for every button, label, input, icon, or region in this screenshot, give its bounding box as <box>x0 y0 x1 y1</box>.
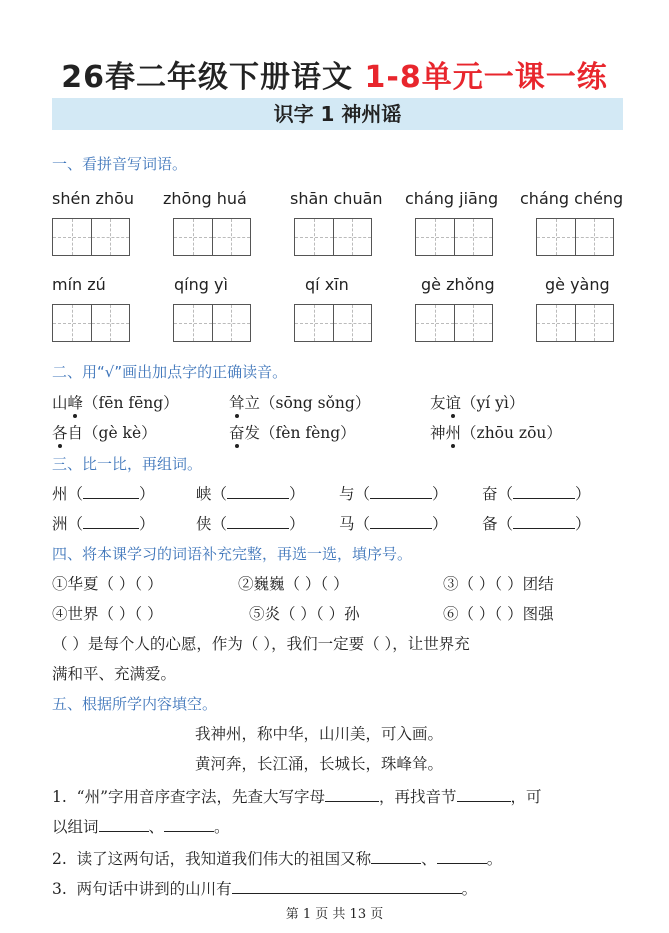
writing-grid[interactable] <box>173 304 251 342</box>
writing-grid[interactable] <box>52 304 130 342</box>
title-highlight: 1-8单元一课一练 <box>364 60 608 95</box>
fill-item[interactable]: ⑥（ ）（ ）图强 <box>443 605 554 623</box>
answer-blank[interactable] <box>325 788 379 802</box>
compare-item: 奋（ ） <box>482 485 591 503</box>
pinyin-label: cháng chéng <box>520 189 624 208</box>
poem-line: 我神州，称中华，山川美，可入画。 <box>195 725 444 743</box>
section5-heading: 五、根据所学内容填空。 <box>52 695 218 713</box>
sentence-fill-cont: 满和平、充满爱。 <box>52 665 177 683</box>
pronunciation-item: 友谊（yí yì） <box>430 391 524 413</box>
writing-grid[interactable] <box>536 304 614 342</box>
compare-item: 侠（ ） <box>196 515 305 533</box>
section2-heading: 二、用“√”画出加点字的正确读音。 <box>52 363 288 381</box>
question-3: 3. 两句话中讲到的山川有 。 <box>52 880 478 898</box>
dotted-char: 奋 <box>229 421 245 443</box>
pinyin-label: zhōng huá <box>163 189 247 208</box>
writing-grid[interactable] <box>415 304 493 342</box>
writing-grid[interactable] <box>294 304 372 342</box>
dotted-char: 耸 <box>229 391 245 413</box>
answer-blank[interactable] <box>370 485 432 499</box>
pinyin-choices[interactable]: （fèn fèng） <box>260 424 356 442</box>
dotted-char: 州 <box>446 421 462 443</box>
pinyin-label: shān chuān <box>290 189 383 208</box>
answer-blank[interactable] <box>513 485 575 499</box>
answer-blank[interactable] <box>437 850 487 864</box>
dotted-char: 谊 <box>446 391 462 413</box>
poem-line: 黄河奔，长江涌，长城长，珠峰耸。 <box>195 755 444 773</box>
section3-heading: 三、比一比，再组词。 <box>52 455 203 473</box>
pinyin-choices[interactable]: （zhōu zōu） <box>461 424 562 442</box>
pinyin-label: qíng yì <box>174 275 228 294</box>
writing-grid[interactable] <box>294 218 372 256</box>
compare-item: 洲（ ） <box>52 515 155 533</box>
answer-blank[interactable] <box>457 788 511 802</box>
pronunciation-item: 山峰（fēn fēng） <box>52 391 179 413</box>
answer-blank[interactable] <box>227 515 289 529</box>
pinyin-label: cháng jiāng <box>405 189 499 208</box>
answer-blank[interactable] <box>371 850 421 864</box>
fill-item[interactable]: ③（ ）（ ）团结 <box>443 575 554 593</box>
title-main: 26春二年级下册语文 <box>61 60 365 95</box>
fill-item[interactable]: ①华夏（ ）（ ） <box>52 575 163 593</box>
answer-blank[interactable] <box>83 515 139 529</box>
fill-item[interactable]: ⑤炎（ ）（ ）孙 <box>249 605 360 623</box>
pinyin-choices[interactable]: （sōng sǒng） <box>260 394 371 412</box>
compare-item: 备（ ） <box>482 515 591 533</box>
section1-heading: 一、看拼音写词语。 <box>52 155 188 173</box>
sentence-fill[interactable]: （ ）是每个人的心愿，作为（ ），我们一定要（ ），让世界充 <box>52 635 470 653</box>
lesson-title-bar: 识字 1 神州谣 <box>52 98 623 130</box>
pinyin-choices[interactable]: （fēn fēng） <box>83 394 179 412</box>
pronunciation-item: 耸立（sōng sǒng） <box>229 391 370 413</box>
fill-item[interactable]: ④世界（ ）（ ） <box>52 605 163 623</box>
compare-item: 马（ ） <box>339 515 448 533</box>
answer-blank[interactable] <box>370 515 432 529</box>
pinyin-label: shén zhōu <box>52 189 135 208</box>
pinyin-label: qí xīn <box>305 275 349 294</box>
question-2: 2. 读了这两句话，我知道我们伟大的祖国又称 、 。 <box>52 850 503 868</box>
fill-item[interactable]: ②巍巍（ ）（ ） <box>238 575 349 593</box>
compare-item: 峡（ ） <box>196 485 305 503</box>
writing-grid[interactable] <box>52 218 130 256</box>
pinyin-label: gè zhǒng <box>421 275 495 294</box>
pronunciation-item: 神州（zhōu zōu） <box>430 421 562 443</box>
page-number: 第 1 页 共 13 页 <box>285 907 384 922</box>
dotted-char: 峰 <box>68 391 84 413</box>
pinyin-label: mín zú <box>52 275 106 294</box>
pinyin-choices[interactable]: （yí yì） <box>461 394 525 412</box>
answer-blank[interactable] <box>164 818 214 832</box>
question-1: 1. “州”字用音序查字法，先查大写字母 ，再找音节 ，可 <box>52 788 542 806</box>
writing-grid[interactable] <box>173 218 251 256</box>
answer-blank[interactable] <box>232 880 462 894</box>
pinyin-label: gè yàng <box>545 275 610 294</box>
pronunciation-item: 奋发（fèn fèng） <box>229 421 356 443</box>
answer-blank[interactable] <box>99 818 149 832</box>
worksheet-title <box>0 52 669 96</box>
dotted-char: 各 <box>52 421 68 443</box>
compare-item: 与（ ） <box>339 485 448 503</box>
writing-grid[interactable] <box>415 218 493 256</box>
answer-blank[interactable] <box>83 485 139 499</box>
pronunciation-item: 各自（gè kè） <box>52 421 157 443</box>
section4-heading: 四、将本课学习的词语补充完整，再选一选，填序号。 <box>52 545 413 563</box>
pinyin-choices[interactable]: （gè kè） <box>83 424 157 442</box>
answer-blank[interactable] <box>513 515 575 529</box>
compare-item: 州（ ） <box>52 485 155 503</box>
question-1-cont: 以组词 、 。 <box>52 818 230 836</box>
writing-grid[interactable] <box>536 218 614 256</box>
answer-blank[interactable] <box>227 485 289 499</box>
